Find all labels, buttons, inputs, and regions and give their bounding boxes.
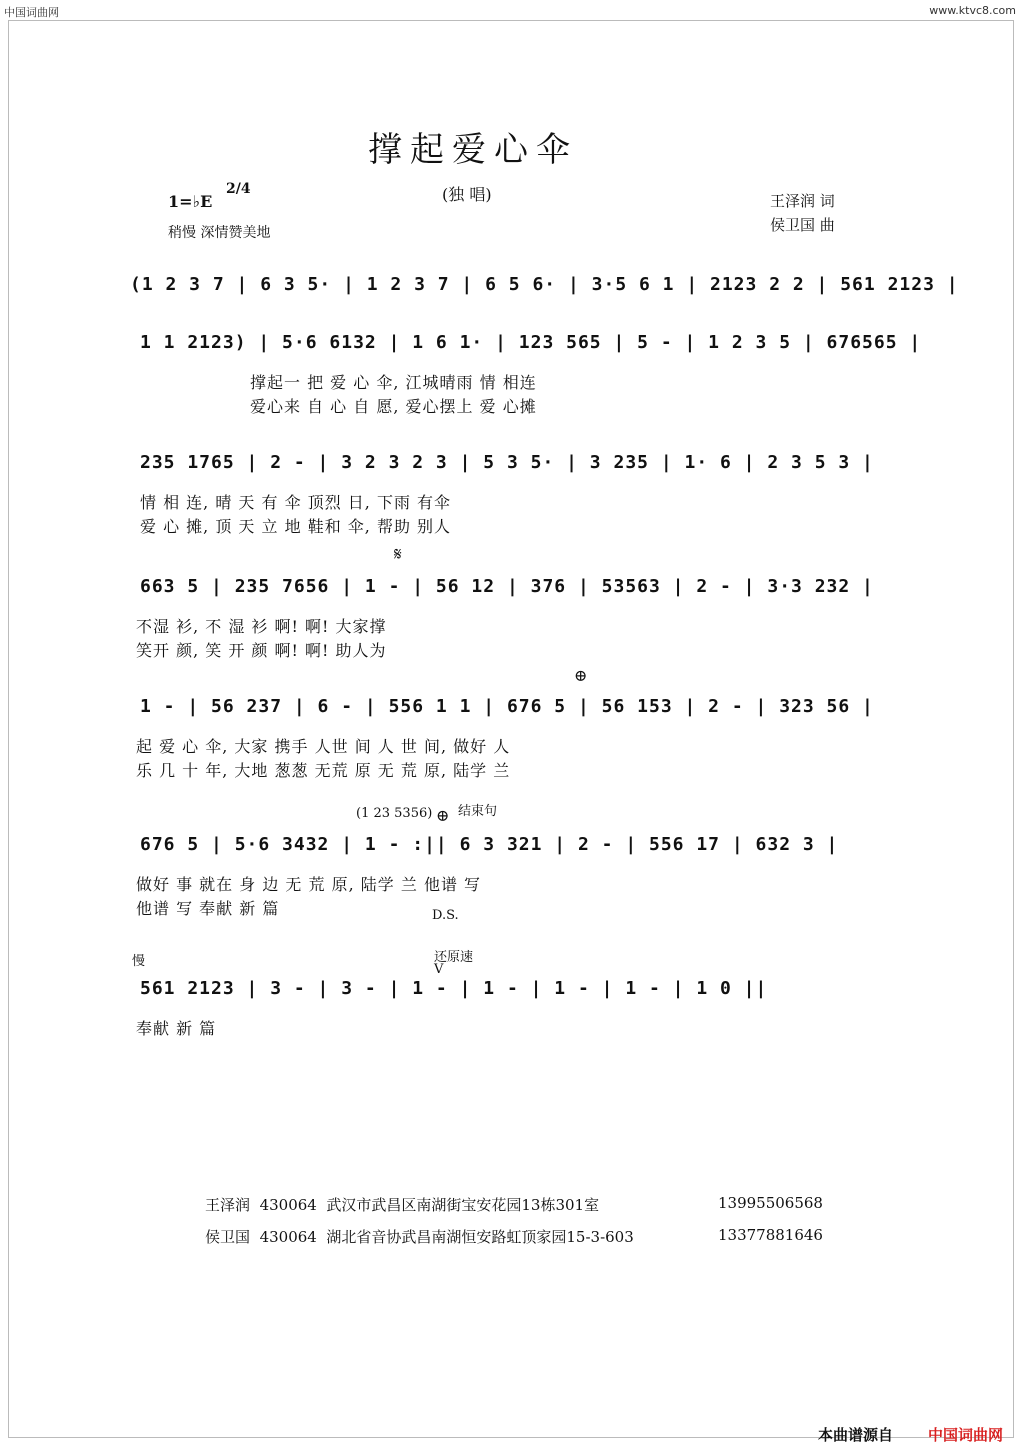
score-line-2-notes: 1 1 2123) | 5·6 6132 | 1 6 1· | 123 565 | 5 - | 1 2 3 5 | 676565 | <box>140 332 922 353</box>
contact-name: 王泽润 <box>205 1196 251 1214</box>
footer-site-link[interactable]: 中国词曲网 <box>928 1426 1004 1444</box>
slow-marking: 慢 <box>132 954 146 969</box>
dal-segno-mark: D.S. <box>432 908 459 923</box>
contact-zip: 430064 <box>259 1228 317 1246</box>
contact-address: 武汉市武昌区南湖街宝安花园13栋301室 <box>326 1196 600 1214</box>
watermark-right: www.ktvc8.com <box>929 4 1016 17</box>
score-line-3-lyric-1: 情 相 连, 晴 天 有 伞 顶烈 日, 下雨 有伞 <box>140 493 452 512</box>
score-line-1-notes: (1 2 3 7 | 6 3 5· | 1 2 3 7 | 6 5 6· | 3·5 6 1 | 2123 2 2 | 561 2123 | <box>130 274 959 295</box>
contact-zip: 430064 <box>259 1196 317 1214</box>
breath-mark: V <box>434 962 444 977</box>
score-line-5-lyric-2: 乐 几 十 年, 大地 葱葱 无荒 原 无 荒 原, 陆学 兰 <box>136 761 511 780</box>
song-title: 撑起爱心伞 <box>368 130 578 170</box>
coda-mark-1: ⊕ <box>574 666 588 685</box>
score-line-6-lyric-2: 他谱 写 奉献 新 篇 <box>136 899 280 918</box>
composer-credit: 侯卫国 曲 <box>770 216 835 234</box>
performance-type: (独 唱) <box>442 185 492 204</box>
contact-row-1 <box>205 1194 599 1215</box>
key-signature: 1=♭E <box>168 192 213 211</box>
contact-phone-2: 13377881646 <box>718 1226 823 1244</box>
score-line-7-notes: 561 2123 | 3 - | 3 - | 1 - | 1 - | 1 - | 1 - | 1 0 || <box>140 978 768 999</box>
time-signature: 2/4 <box>226 181 251 197</box>
contact-row-2 <box>205 1226 634 1247</box>
footer-source-label: 本曲谱源自 <box>818 1426 894 1444</box>
score-line-2-lyric-2: 爱心来 自 心 自 愿, 爱心摆上 爱 心摊 <box>250 397 537 416</box>
score-line-3-lyric-2: 爱 心 摊, 顶 天 立 地 鞋和 伞, 帮助 别人 <box>140 517 452 536</box>
score-line-4-notes: 663 5 | 235 7656 | 1 - | 56 12 | 376 | 53563 | 2 - | 3·3 232 | <box>140 576 874 597</box>
score-line-4-lyric-2: 笑开 颜, 笑 开 颜 啊! 啊! 助人为 <box>136 641 387 660</box>
score-line-7-lyric-1: 奉献 新 篇 <box>136 1019 217 1038</box>
score-line-5-notes: 1 - | 56 237 | 6 - | 556 1 1 | 676 5 | 56 153 | 2 - | 323 56 | <box>140 696 874 717</box>
contact-address: 湖北省音协武昌南湖恒安路虹顶家园15-3-603 <box>326 1228 634 1246</box>
contact-phone-1: 13995506568 <box>718 1194 823 1212</box>
score-line-6-notes: 676 5 | 5·6 3432 | 1 - :|| 6 3 321 | 2 - | 556 17 | 632 3 | <box>140 834 839 855</box>
coda-mark-2: ⊕ <box>436 806 450 825</box>
watermark-left: 中国词曲网 <box>4 6 59 19</box>
score-line-5-lyric-1: 起 爱 心 伞, 大家 携手 人世 间 人 世 间, 做好 人 <box>136 737 511 756</box>
score-line-4-lyric-1: 不湿 衫, 不 湿 衫 啊! 啊! 大家撑 <box>136 617 387 636</box>
tempo-marking: 稍慢 深情赞美地 <box>168 225 271 241</box>
alternate-notes: (1 23 5356) <box>356 806 433 821</box>
lyricist-credit: 王泽润 词 <box>770 192 835 210</box>
ending-label: 结束句 <box>458 804 498 819</box>
contact-name: 侯卫国 <box>205 1228 251 1246</box>
score-line-3-notes: 235 1765 | 2 - | 3 2 3 2 3 | 5 3 5· | 3 235 | 1· 6 | 2 3 5 3 | <box>140 452 874 473</box>
score-line-2-lyric-1: 撑起一 把 爱 心 伞, 江城晴雨 情 相连 <box>250 373 537 392</box>
score-line-6-lyric-1: 做好 事 就在 身 边 无 荒 原, 陆学 兰 他谱 写 <box>136 875 482 894</box>
a-tempo-marking: 还原速 <box>434 950 474 965</box>
segno-mark: 𝄋 <box>394 544 402 565</box>
